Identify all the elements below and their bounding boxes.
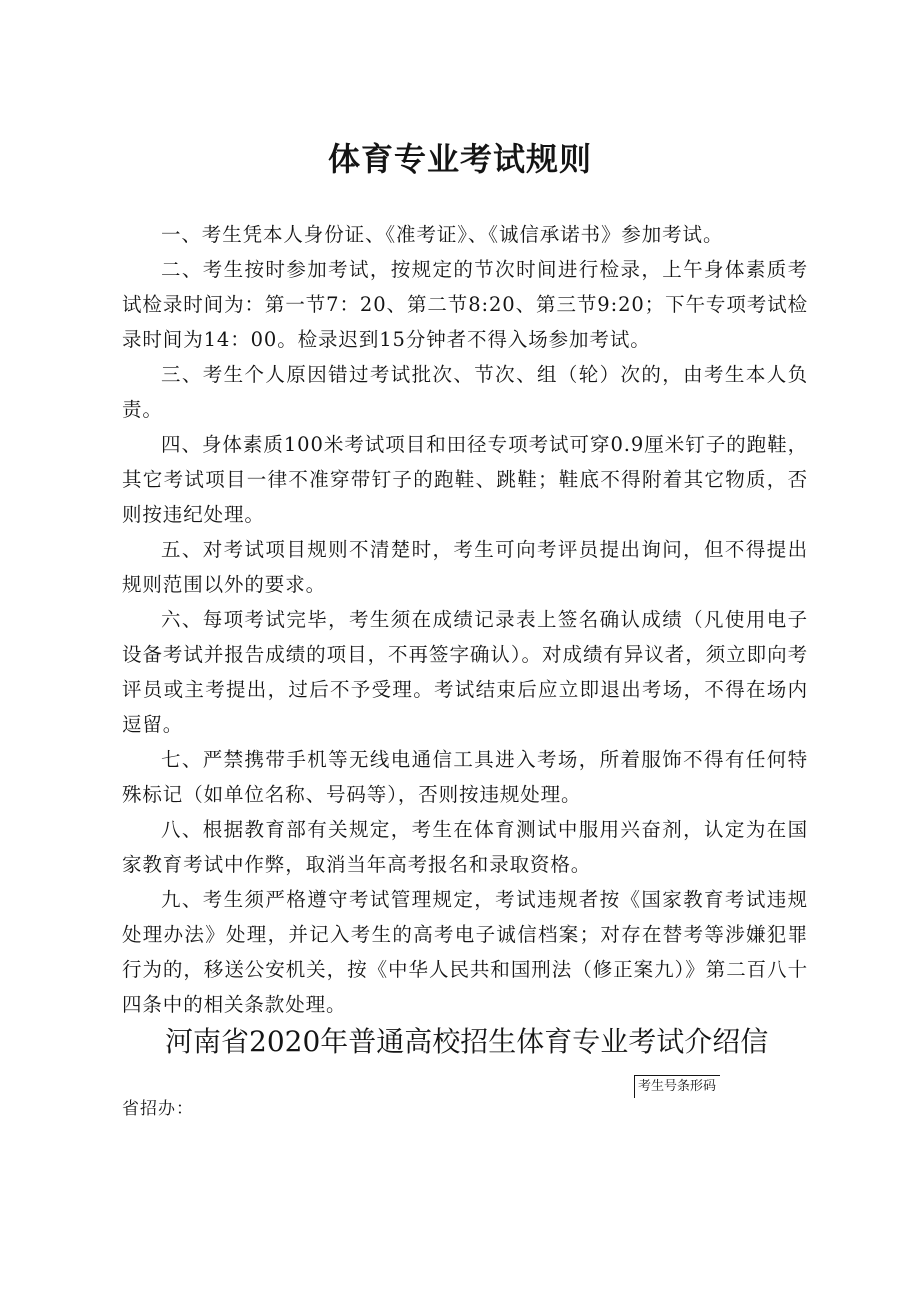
rule-paragraph: 三、考生个人原因错过考试批次、节次、组（轮）次的，由考生本人负责。 bbox=[122, 363, 808, 421]
salutation: 省招办： bbox=[122, 1099, 194, 1119]
rule-paragraph: 一、考生凭本人身份证、《准考证》、《诚信承诺书》参加考试。 bbox=[161, 223, 724, 246]
barcode-label: 考生号条形码 bbox=[638, 1079, 717, 1094]
rule-paragraph: 五、对考试项目规则不清楚时，考生可向考评员提出询问，但不得提出规则范围以外的要求。 bbox=[122, 538, 808, 596]
rule-paragraph: 六、每项考试完毕，考生须在成绩记录表上签名确认成绩（凡使用电子设备考试并报告成绩的项目，不再签字确认）。对成绩有异议者，须立即向考评员或主考提出，过后不予受理。考试结束后应立即退出考场，不得在场内逗留。 bbox=[122, 608, 808, 736]
introduction-letter-title: 河南省2020年普通高校招生体育专业考试介绍信 bbox=[165, 1025, 769, 1058]
rule-paragraph: 七、严禁携带手机等无线电通信工具进入考场，所着服饰不得有任何特殊标记（如单位名称、号码等），否则按违规处理。 bbox=[122, 748, 808, 806]
rules-list bbox=[122, 217, 808, 1022]
barcode-box bbox=[634, 1075, 720, 1098]
rule-paragraph: 二、考生按时参加考试，按规定的节次时间进行检录，上午身体素质考试检录时间为：第一节7：20、第二节8:20、第三节9:20；下午专项考试检录时间为14：00。检录迟到15分钟者不得入场参加考试。 bbox=[122, 258, 808, 351]
document-title: 体育专业考试规则 bbox=[327, 140, 592, 178]
rule-paragraph: 九、考生须严格遵守考试管理规定，考试违规者按《国家教育考试违规处理办法》处理，并记入考生的高考电子诚信档案；对存在替考等涉嫌犯罪行为的，移送公安机关，按《中华人民共和国刑法（修正案九）》第二百八十四条中的相关条款处理。 bbox=[122, 888, 808, 1016]
rule-paragraph: 四、身体素质100米考试项目和田径专项考试可穿0.9厘米钉子的跑鞋，其它考试项目一律不准穿带钉子的跑鞋、跳鞋；鞋底不得附着其它物质，否则按违纪处理。 bbox=[122, 433, 808, 526]
rule-paragraph: 八、根据教育部有关规定，考生在体育测试中服用兴奋剂，认定为在国家教育考试中作弊，取消当年高考报名和录取资格。 bbox=[122, 818, 808, 876]
